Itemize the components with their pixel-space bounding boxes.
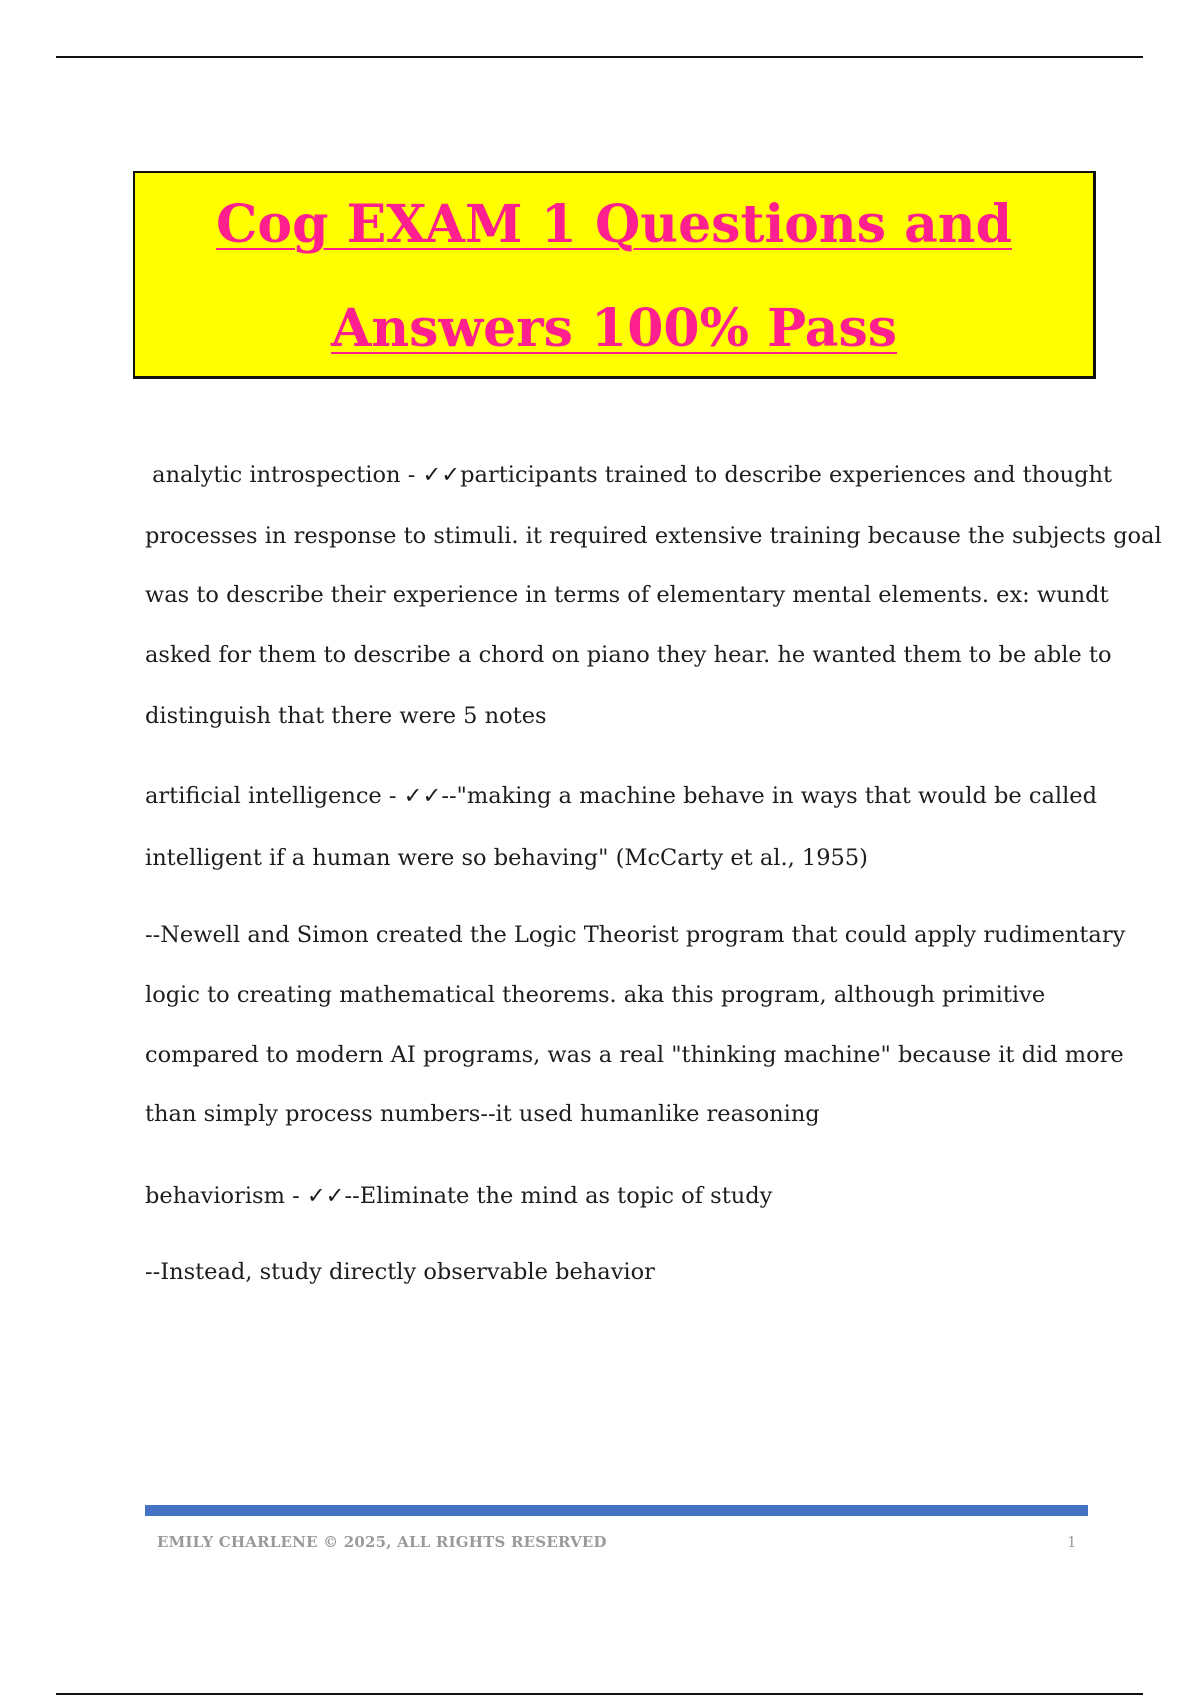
text-line: was to describe their experience in terms of elementary mental elements. ex: wundt [145,582,1109,608]
text-line: than simply process numbers--it used humanlike reasoning [145,1101,820,1127]
text-line: compared to modern AI programs, was a real "thinking machine" because it did more [145,1042,1124,1068]
page-number: 1 [1067,1533,1077,1551]
text-line: --Newell and Simon created the Logic Theorist program that could apply rudimentary [145,922,1126,948]
text-line: --Instead, study directly observable behavior [145,1259,655,1285]
bottom-rule [56,1693,1143,1695]
title-banner [133,171,1096,379]
text-line: artificial intelligence - ✓✓--"making a machine behave in ways that would be called [145,783,1097,809]
text-line: behaviorism - ✓✓--Eliminate the mind as topic of study [145,1183,773,1209]
footer-copyright: EMILY CHARLENE © 2025, ALL RIGHTS RESERVED [157,1533,607,1551]
text-line: asked for them to describe a chord on piano they hear. he wanted them to be able to [145,642,1112,668]
text-line: analytic introspection - ✓✓participants trained to describe experiences and thought [145,462,1113,488]
title-line-2: Answers 100% Pass [330,298,898,359]
text-line: distinguish that there were 5 notes [145,703,547,729]
text-line: intelligent if a human were so behaving" (McCarty et al., 1955) [145,845,868,871]
footer-bar [145,1505,1088,1516]
text-line: processes in response to stimuli. it required extensive training because the subjects goal [145,523,1162,549]
top-rule [56,56,1143,58]
title-line-1: Cog EXAM 1 Questions and [216,194,1012,255]
text-line: logic to creating mathematical theorems. aka this program, although primitive [145,982,1046,1008]
